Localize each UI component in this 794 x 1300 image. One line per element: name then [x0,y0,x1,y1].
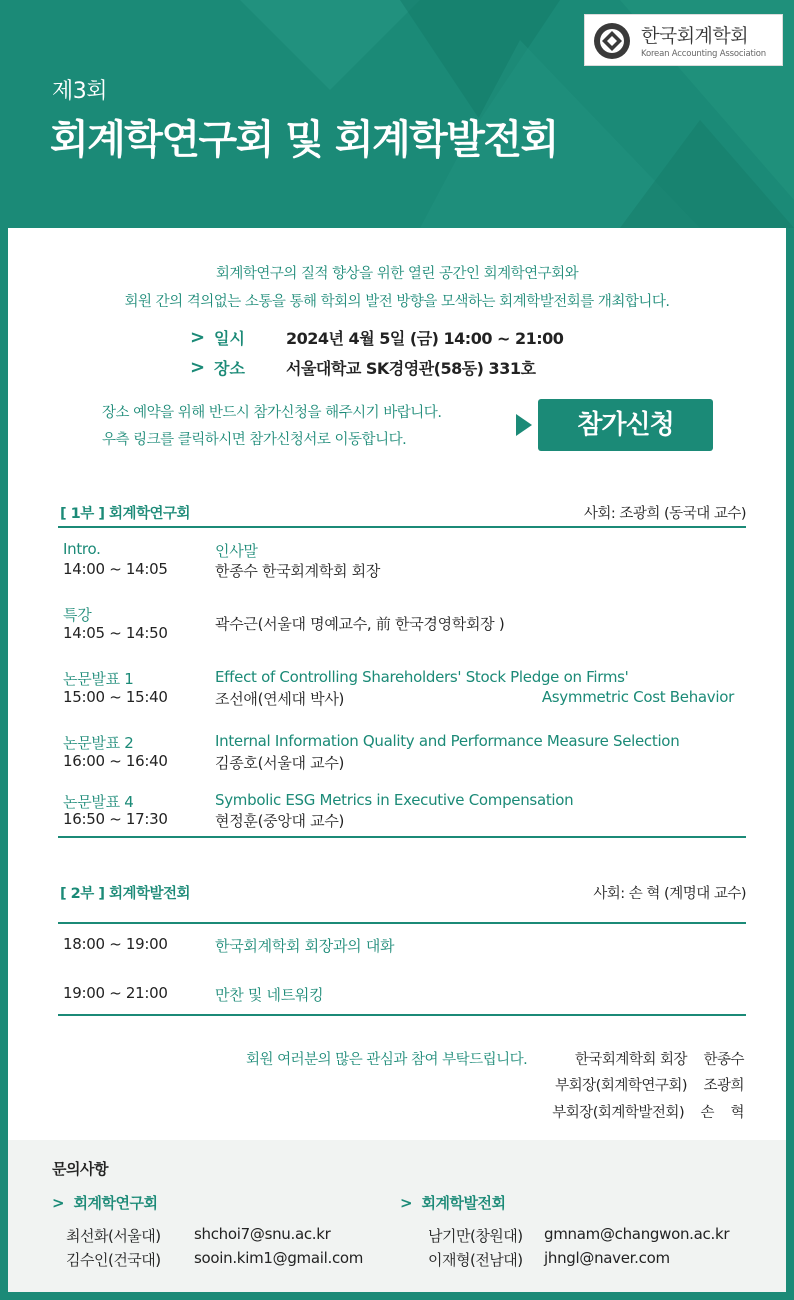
part2-moderator: 사회: 손 혁 (계명대 교수) [593,886,746,902]
session-title: Symbolic ESG Metrics in Executive Compensation [215,791,574,809]
session-kind: 논문발표 1 [63,670,134,688]
session-speaker: 김종호(서울대 교수) [215,754,345,772]
chevron-right-icon: > [190,327,206,348]
contact-group-label: 회계학발전회 [421,1194,506,1212]
registration-notice-2: 우측 링크를 클릭하시면 참가신청서로 이동합니다. [102,432,407,448]
part2-top-rule [58,922,746,924]
info-row-venue [190,356,535,379]
info-label-datetime: 일시 [214,329,245,348]
header-banner [0,0,794,228]
signer-role: 부회장(회계학연구회) [555,1078,688,1094]
signer-row [555,1074,744,1095]
part1-top-rule [58,526,746,528]
session-speaker: 한종수 한국회계학회 회장 [215,562,381,580]
signer-name: 손 혁 [700,1105,744,1121]
session-title: 인사말 [215,542,258,560]
session-title: Internal Information Quality and Performance Measure Selection [215,732,680,750]
session-speaker: 조선애(연세대 박사) [215,690,345,708]
session-speaker: 현정훈(중앙대 교수) [215,812,345,830]
signer-row [552,1101,744,1122]
session-title-continued: Asymmetric Cost Behavior [541,688,734,706]
session-kind: 논문발표 4 [63,793,134,811]
part1-moderator: 사회: 조광희 (동국대 교수) [583,506,746,522]
closing-message: 회원 여러분의 많은 관심과 참여 부탁드립니다. [246,1052,528,1068]
contact-name: 남기만(창원대) [428,1227,523,1245]
chevron-right-icon: > [190,357,206,378]
session-time: 19:00 ~ 21:00 [63,984,168,1002]
session-kind: 논문발표 2 [63,734,134,752]
registration-notice-1: 장소 예약을 위해 반드시 참가신청을 해주시기 바랍니다. [102,405,442,421]
contact-name: 이재형(전남대) [428,1251,523,1269]
contact-title: 문의사항 [52,1160,108,1178]
session-time: 14:05 ~ 14:50 [63,624,168,642]
signer-role: 부회장(회계학발전회) [552,1105,685,1121]
session-time: 15:00 ~ 15:40 [63,688,168,706]
logo-name-kr: 한국회계학회 [641,25,749,47]
session-time: 14:00 ~ 14:05 [63,560,168,578]
part2-heading: [ 2부 ] 회계학발전회 [60,886,191,902]
session-title: 만찬 및 네트워킹 [215,986,324,1004]
session-time: 18:00 ~ 19:00 [63,935,168,953]
play-arrow-icon [516,414,532,436]
contact-name: 김수인(건국대) [66,1251,161,1269]
session-time: 16:50 ~ 17:30 [63,810,168,828]
contact-group-heading [400,1192,505,1213]
session-title: Effect of Controlling Shareholders' Stock Pledge on Firms' [215,668,629,686]
info-row-datetime [190,326,563,349]
signer-name: 조광희 [703,1078,744,1094]
signer-row [575,1048,744,1069]
info-value-venue: 서울대학교 SK경영관(58동) 331호 [286,359,536,378]
logo-name-en: Korean Accounting Association [641,49,766,59]
contact-email[interactable]: shchoi7@snu.ac.kr [194,1225,331,1243]
contact-panel [8,1140,786,1292]
signer-role: 한국회계학회 회장 [574,1052,688,1068]
main-panel [8,228,786,1140]
intro-line-2: 회원 간의 격의없는 소통을 통해 학회의 발전 방향을 모색하는 회계학발전회를 개최합니다. [124,294,670,310]
session-kind: Intro. [63,540,101,558]
contact-group-heading [52,1192,157,1213]
logo-emblem-icon [593,22,631,60]
signer-name: 한종수 [703,1052,744,1068]
register-button[interactable]: 참가신청 [538,399,713,451]
session-title: 한국회계학회 회장과의 대화 [215,937,395,955]
part2-bottom-rule [58,1014,746,1016]
info-value-datetime: 2024년 4월 5일 (금) 14:00 ~ 21:00 [286,329,564,348]
page-title: 회계학연구회 및 회계학발전회 [50,117,558,163]
part1-bottom-rule [58,836,746,838]
session-time: 16:00 ~ 16:40 [63,752,168,770]
association-logo [584,14,783,66]
chevron-right-icon: > [52,1194,65,1212]
info-label-venue: 장소 [214,359,245,378]
contact-email[interactable]: gmnam@changwon.ac.kr [544,1225,730,1243]
intro-line-1: 회계학연구의 질적 향상을 위한 열린 공간인 회계학연구회와 [215,266,579,282]
edition-label: 제3회 [52,79,108,104]
session-speaker: 곽수근(서울대 명예교수, 前 한국경영학회장 ) [215,615,505,633]
contact-email[interactable]: jhngl@naver.com [544,1249,670,1267]
chevron-right-icon: > [400,1194,413,1212]
contact-name: 최선화(서울대) [66,1227,161,1245]
part1-heading: [ 1부 ] 회계학연구회 [60,506,191,522]
contact-email[interactable]: sooin.kim1@gmail.com [194,1249,364,1267]
contact-group-label: 회계학연구회 [73,1194,158,1212]
session-kind: 특강 [63,606,92,624]
